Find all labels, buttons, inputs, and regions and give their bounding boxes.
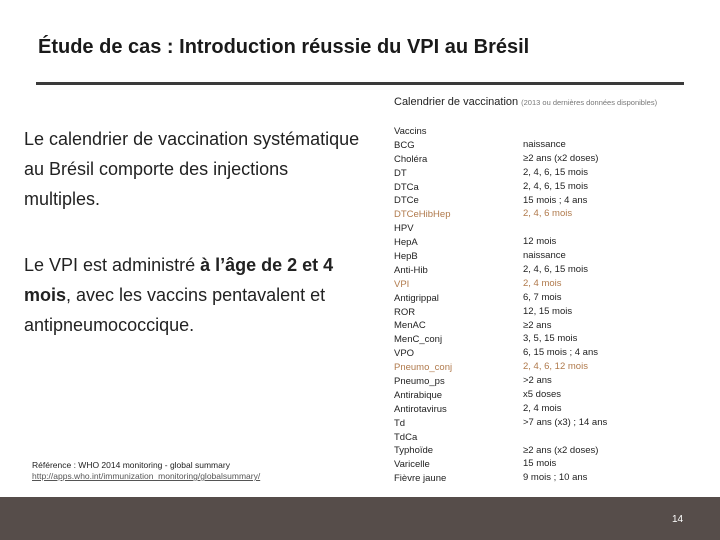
- vaccine-item: Pneumo_conj: [394, 362, 453, 374]
- schedule-item: ≥2 ans: [523, 319, 552, 331]
- calendar-heading-label: Calendrier de vaccination: [394, 96, 519, 108]
- schedule-item: 15 mois: [523, 458, 557, 470]
- page-number: 14: [672, 514, 684, 525]
- schedule-item: 2, 4, 6, 15 mois: [523, 180, 588, 192]
- vaccine-item: DTCe: [394, 195, 419, 207]
- vpi-paragraph: [24, 250, 364, 340]
- vaccine-item: HPV: [394, 223, 414, 235]
- schedule-item: >7 ans (x3) ; 14 ans: [523, 416, 608, 428]
- vaccine-item: DT: [394, 167, 407, 179]
- schedule-item: ≥2 ans (x2 doses): [523, 444, 599, 456]
- schedule-item: 6, 7 mois: [523, 291, 562, 303]
- vaccine-item: Anti-Hib: [394, 264, 428, 276]
- schedule-item: 2, 4, 6, 12 mois: [523, 361, 588, 373]
- footer-bar: [0, 497, 720, 540]
- page-title: Étude de cas : Introduction réussie du VPI au Brésil: [38, 36, 530, 58]
- schedule-item: 12 mois: [523, 236, 557, 248]
- schedule-item: 2, 4 mois: [523, 277, 562, 289]
- schedule-item: 2, 4, 6, 15 mois: [523, 166, 588, 178]
- vaccine-item: HepB: [394, 251, 418, 263]
- vaccine-item: Antirotavirus: [394, 403, 447, 415]
- vaccine-item: MenAC: [394, 320, 426, 332]
- reference: [32, 460, 260, 482]
- vaccine-item: VPO: [394, 348, 415, 360]
- vpi-paragraph-start: Le VPI est administré: [24, 255, 201, 275]
- schedule-item: ≥2 ans (x2 doses): [523, 152, 599, 164]
- schedule-item: [523, 221, 607, 235]
- schedule-item: 15 mois ; 4 ans: [523, 194, 588, 206]
- vaccine-item: BCG: [394, 139, 415, 151]
- title-divider: [36, 82, 684, 85]
- intro-paragraph: Le calendrier de vaccination systématique au Brésil comporte des injections multiples.: [24, 129, 360, 209]
- vaccine-item: ROR: [394, 306, 416, 318]
- schedule-item: 6, 15 mois ; 4 ans: [523, 347, 598, 359]
- vaccine-item: DTCeHibHep: [394, 209, 451, 221]
- schedule-item: 9 mois ; 10 ans: [523, 472, 588, 484]
- vaccine-item: Fièvre jaune: [394, 473, 447, 485]
- vpi-paragraph-emphasis: à l’âge de 2 et 4 mois: [24, 255, 334, 305]
- vaccine-item: DTCa: [394, 181, 419, 193]
- calendar-heading: [394, 96, 657, 108]
- vaccine-list: [394, 125, 452, 486]
- schedule-item: 2, 4 mois: [523, 402, 562, 414]
- vaccine-item: TdCa: [394, 431, 418, 443]
- vaccine-item: Choléra: [394, 153, 428, 165]
- vaccine-item: Varicelle: [394, 459, 430, 471]
- vaccine-item: Typhoïde: [394, 445, 434, 457]
- schedule-item: 3, 5, 15 mois: [523, 333, 578, 345]
- vaccine-item: Pneumo_ps: [394, 376, 445, 388]
- schedule-item: 2, 4, 6, 15 mois: [523, 264, 588, 276]
- schedule-item: [523, 430, 607, 444]
- schedule-list: [523, 138, 607, 485]
- schedule-item: naissance: [523, 139, 566, 150]
- vaccine-item: VPI: [394, 278, 410, 290]
- schedule-item: 12, 15 mois: [523, 305, 573, 317]
- vpi-paragraph-end: , avec les vaccins pentavalent et antipneumococcique.: [24, 285, 326, 335]
- vaccine-item: HepA: [394, 237, 418, 249]
- schedule-item: 2, 4, 6 mois: [523, 208, 573, 220]
- schedule-item: >2 ans: [523, 375, 552, 387]
- vaccine-item: MenC_conj: [394, 334, 443, 346]
- vaccine-item: Antigrippal: [394, 292, 439, 304]
- calendar-heading-note: (2013 ou dernières données disponibles): [521, 98, 658, 107]
- schedule-item: x5 doses: [523, 389, 562, 401]
- reference-link[interactable]: http://apps.who.int/immunization_monitoring/globalsummary/: [32, 471, 261, 481]
- reference-text: Référence : WHO 2014 monitoring - global summary: [32, 460, 230, 470]
- vaccine-item: Antirabique: [394, 389, 443, 401]
- vaccine-item: Td: [394, 417, 406, 429]
- vaccine-item: Vaccins: [394, 126, 427, 137]
- schedule-item: naissance: [523, 250, 566, 262]
